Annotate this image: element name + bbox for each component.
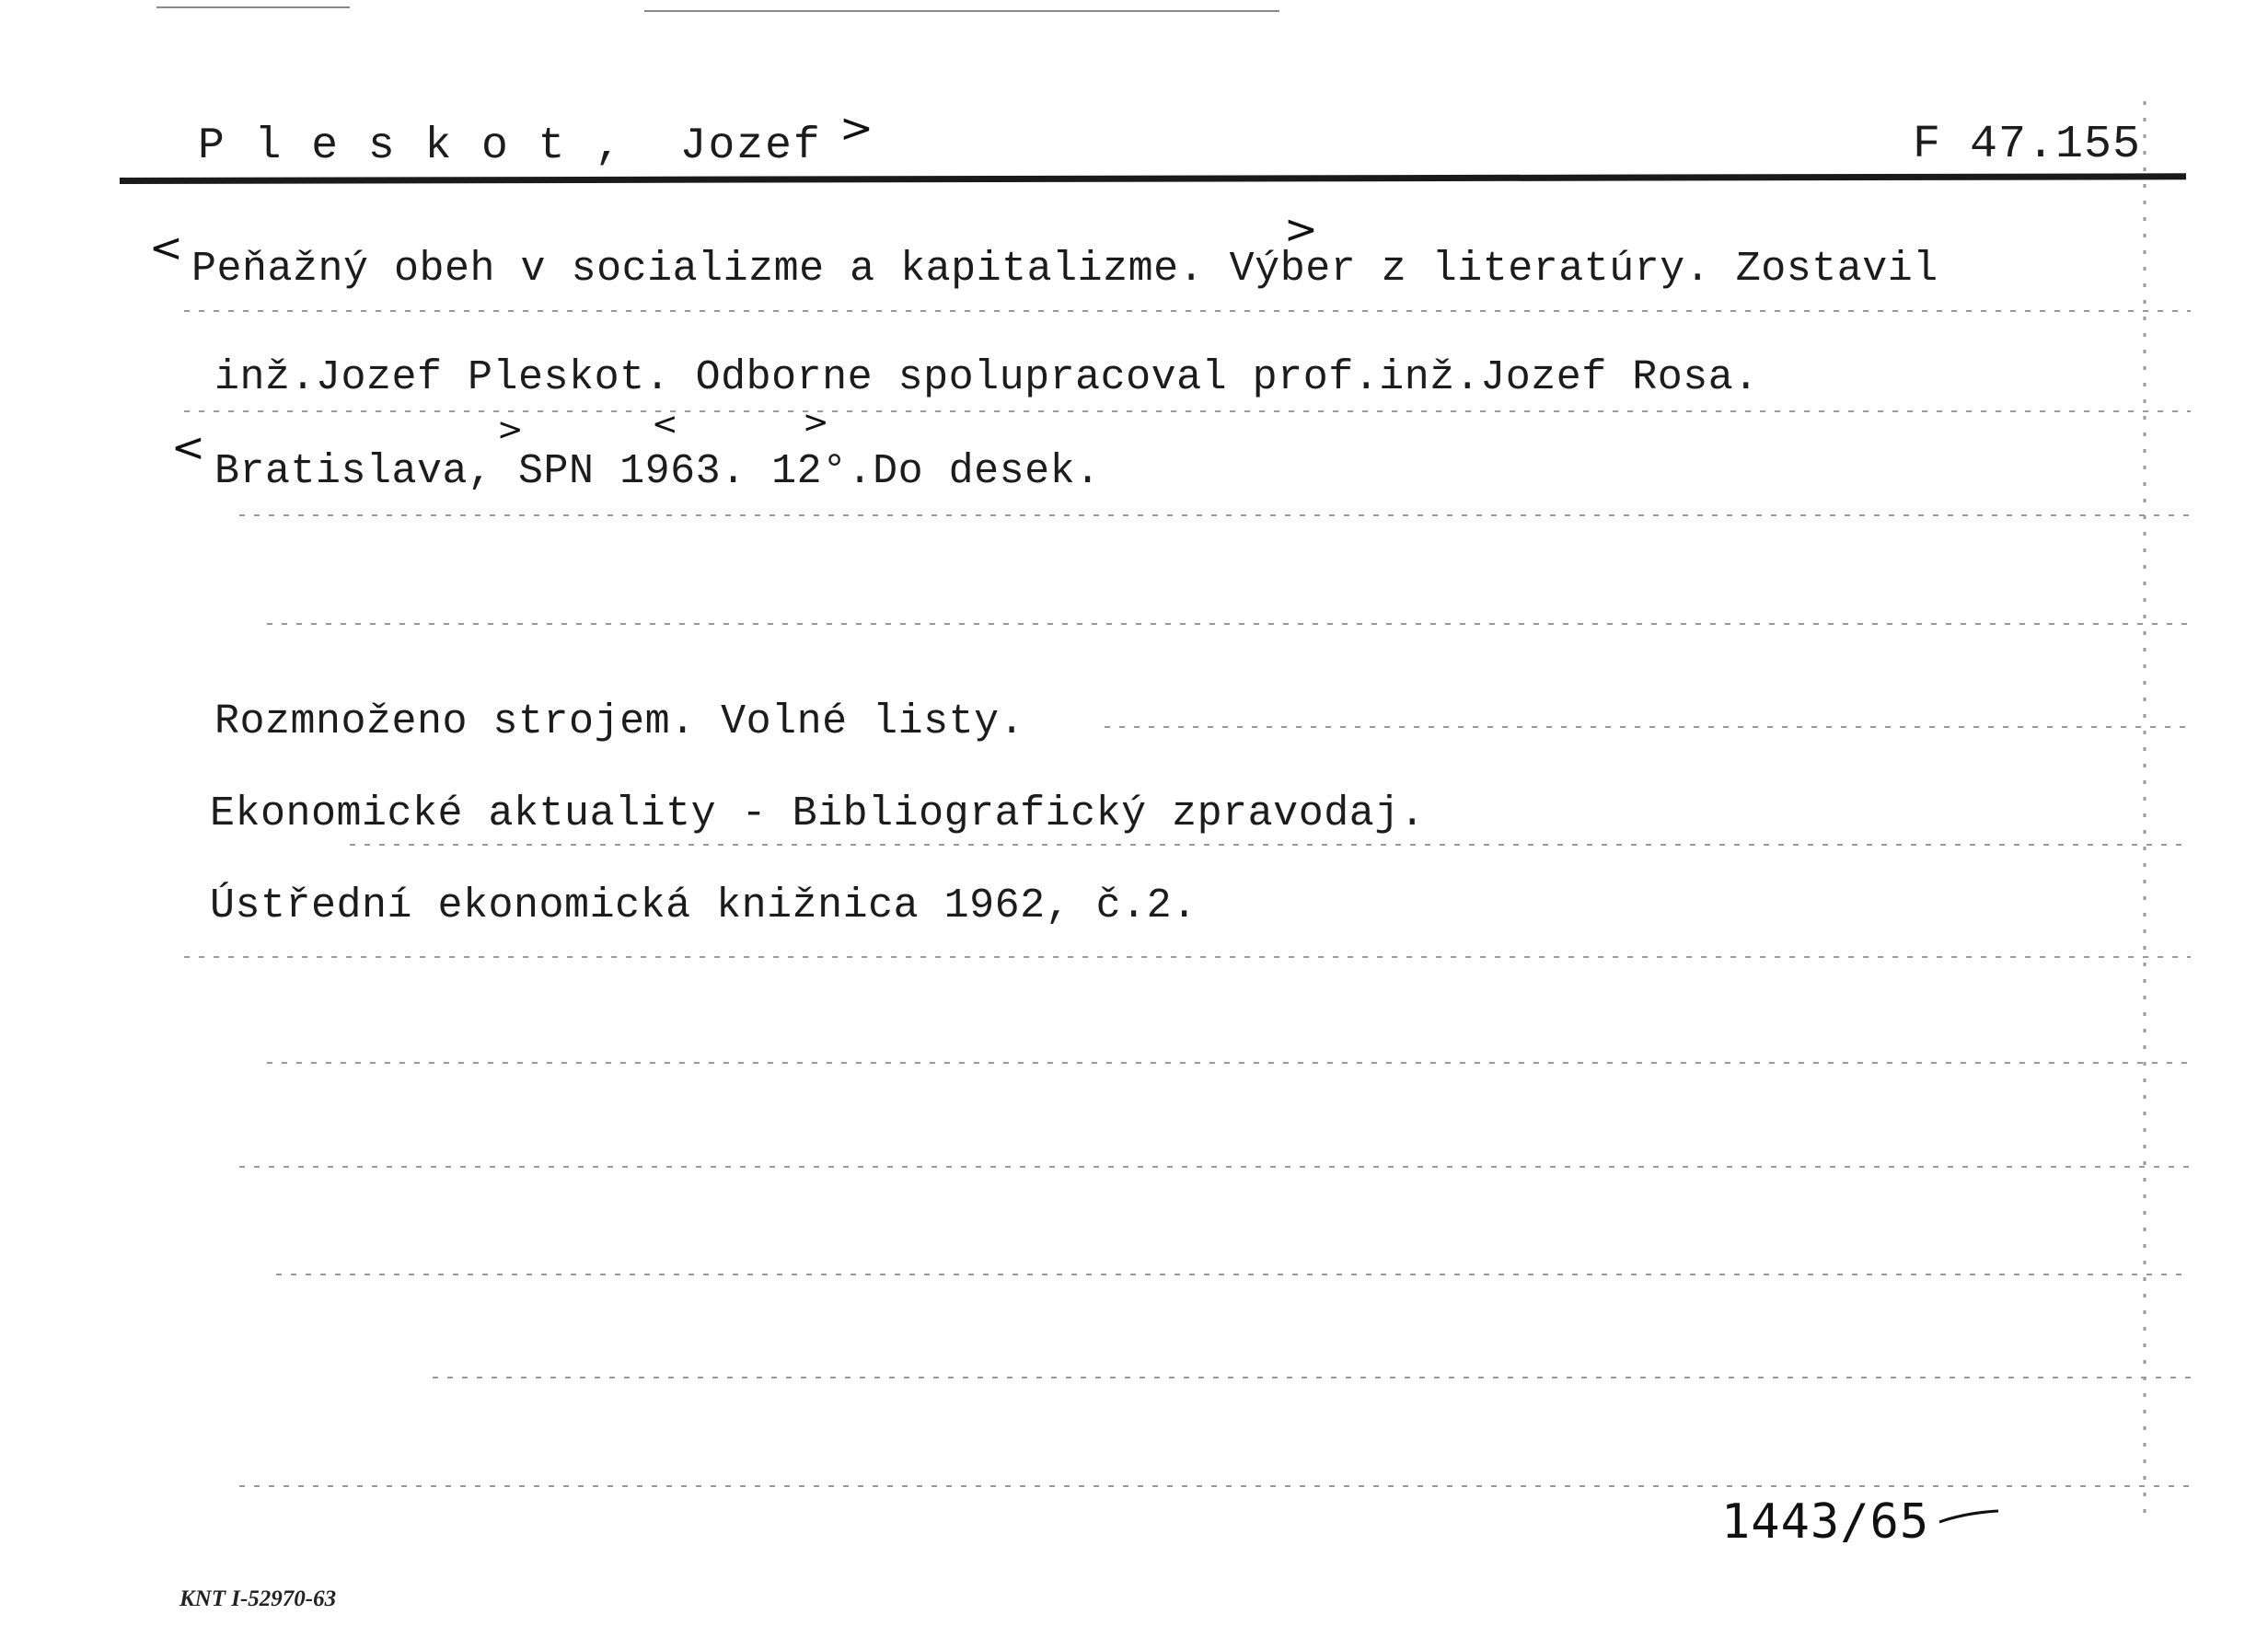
accession-dash — [1938, 1507, 2002, 1526]
body-line: inž.Jozef Pleskot. Odborne spolupracoval prof.inž.Jozef Rosa. — [214, 354, 1759, 401]
author-heading: P l e s k o t , Jozef — [198, 121, 822, 171]
correction-mark: < — [171, 424, 205, 471]
correction-mark: > — [1284, 206, 1318, 253]
correction-mark: < — [652, 406, 678, 443]
note-line: Rozmnoženo strojem. Volné listy. — [214, 698, 1025, 745]
title-line: Peňažný obeh v socializme a kapitalizme. Výber z literatúry. Zostavil — [191, 246, 1938, 293]
imprint-line: Bratislava, SPN 1963. 12°.Do desek. — [214, 448, 1101, 495]
printer-mark: KNT I-52970-63 — [179, 1586, 337, 1611]
accession-number: 1443/65 — [1721, 1494, 1930, 1550]
correction-mark: > — [497, 411, 524, 448]
note-line: Ústřední ekonomická knižnica 1962, č.2. — [210, 882, 1198, 929]
shelfmark: F 47.155 — [1913, 119, 2142, 171]
note-line: Ekonomické aktuality - Bibliografický zpravodaj. — [210, 790, 1426, 837]
correction-mark: > — [803, 404, 829, 441]
correction-mark: < — [149, 225, 183, 271]
correction-mark: > — [839, 105, 874, 152]
